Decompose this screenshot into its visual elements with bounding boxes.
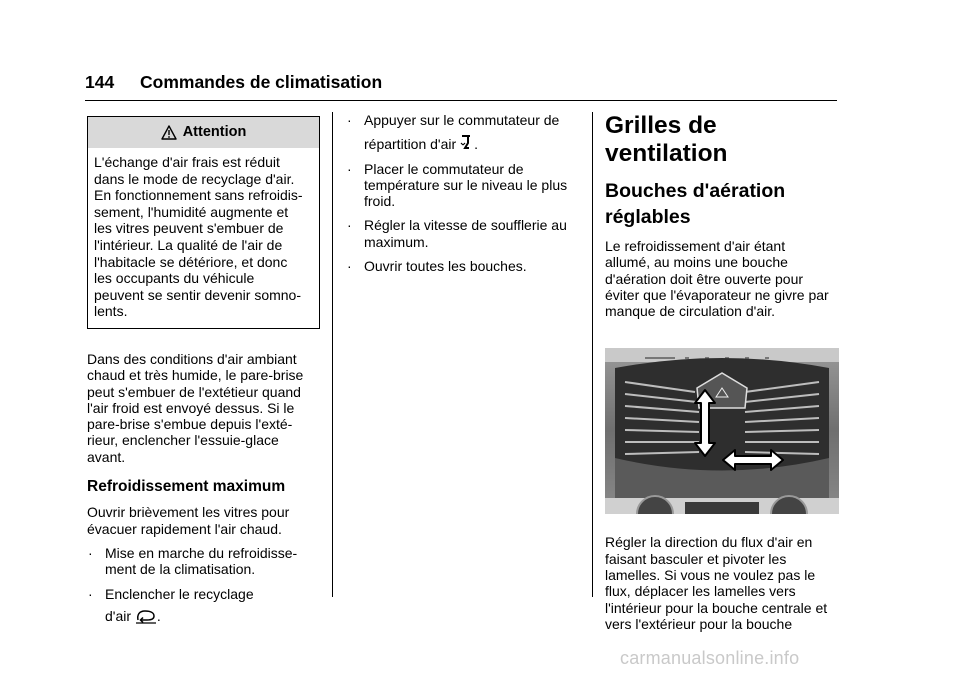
section-title: Grilles de ventilation xyxy=(605,112,728,167)
text-line: l'intérieur pour la bouche centrale et xyxy=(605,599,828,616)
text-line: Placer le commutateur de xyxy=(364,160,524,177)
column-divider xyxy=(592,112,593,597)
text-line: lamelles. Si vous ne voulez pas le xyxy=(605,567,816,584)
bullet-mark: · xyxy=(347,258,352,275)
text-line: manque de circulation d'air. xyxy=(605,303,775,320)
text-line: flux, déplacer les lamelles vers xyxy=(605,583,796,600)
text-line: froid. xyxy=(364,193,396,210)
list-item xyxy=(346,112,582,153)
air-vent-photo xyxy=(605,348,839,514)
text-line: Le refroidissement d'air étant xyxy=(605,238,786,254)
text-line: l'air froid est envoyé dessus. Si le xyxy=(87,399,295,416)
text-line: Appuyer sur le commutateur de xyxy=(364,112,560,128)
air-distribution-icon xyxy=(460,134,474,152)
text-line: faisant basculer et pivoter les xyxy=(605,550,787,567)
text-fragment: d'air xyxy=(105,607,132,624)
text-line: vers l'extérieur pour la bouche xyxy=(605,615,793,632)
list-item xyxy=(346,258,582,274)
text-line: Enclencher le recyclage xyxy=(105,585,254,602)
air-recirculation-icon xyxy=(135,608,157,624)
text-line: L'échange d'air frais est réduit xyxy=(94,154,280,170)
text-line: Ouvrir toutes les bouches. xyxy=(364,258,527,275)
list-item xyxy=(346,161,582,210)
text-line: évacuer rapidement l'air chaud. xyxy=(87,520,282,537)
text-line: avant. xyxy=(87,448,126,465)
warning-triangle-icon xyxy=(161,125,177,140)
text-line: chaud et très humide, le pare-brise xyxy=(87,367,304,384)
body-paragraph xyxy=(87,351,322,465)
body-paragraph xyxy=(605,238,841,319)
bullet-mark: · xyxy=(88,544,93,561)
bullet-mark: · xyxy=(88,585,93,602)
text-line: dans le mode de recyclage d'air. xyxy=(94,170,295,187)
text-line: Régler la direction du flux d'air en xyxy=(605,534,813,551)
text-line: sement, l'humidité augmente et xyxy=(94,203,289,220)
text-line: éviter que l'évaporateur ne givre par xyxy=(605,286,829,303)
column-left xyxy=(87,112,322,632)
text-line: allumé, au moins une bouche xyxy=(605,254,788,271)
text-line: Régler la vitesse de soufflerie au xyxy=(364,217,567,234)
list-item xyxy=(87,545,322,578)
text-line: ment de la climatisation. xyxy=(105,561,256,578)
text-line: Bouches d'aération xyxy=(605,180,786,202)
text-line: peut s'embuer de l'extétieur quand xyxy=(87,383,301,400)
text-line: Ouvrir brièvement les vitres pour xyxy=(87,504,290,521)
warning-text xyxy=(88,148,319,328)
text-line: rieur, enclencher l'essuie-glace xyxy=(87,432,279,449)
body-paragraph xyxy=(605,534,841,632)
watermark: carmanualsonline.info xyxy=(620,648,800,668)
warning-title: Attention xyxy=(182,124,247,141)
column-middle xyxy=(346,112,582,282)
page-number: 144 xyxy=(85,72,115,92)
text-line: Mise en marche du refroidisse- xyxy=(105,544,298,561)
text-line: les occupants du véhicule xyxy=(94,270,255,287)
text-line: l'habitacle se détériore, et donc xyxy=(94,253,288,270)
text-line: l'intérieur. La qualité de l'air de xyxy=(94,236,283,253)
text-line: En fonctionnement sans refroidis- xyxy=(94,187,303,204)
bullet-mark: · xyxy=(347,112,352,128)
bullet-mark: · xyxy=(347,160,352,177)
text-line: température sur le niveau le plus xyxy=(364,176,568,193)
text-fragment: . xyxy=(156,607,161,624)
text-fragment: . xyxy=(474,136,478,153)
warning-header xyxy=(88,117,319,148)
text-line: d'aération doit être ouverte pour xyxy=(605,270,804,287)
text-line: pare-brise s'embue depuis l'exté- xyxy=(87,416,293,433)
text-line: lents. xyxy=(94,303,128,320)
body-paragraph xyxy=(87,504,322,537)
page-header xyxy=(85,70,837,101)
subsection-title xyxy=(605,178,841,230)
list-item xyxy=(346,217,582,250)
text-line: Dans des conditions d'air ambiant xyxy=(87,350,297,367)
column-right xyxy=(605,112,841,632)
text-line: les vitres peuvent s'embuer de xyxy=(94,220,284,237)
text-line: peuvent se sentir devenir somno- xyxy=(94,286,301,303)
section-heading: Refroidissement maximum xyxy=(87,478,286,496)
warning-box xyxy=(87,116,320,329)
text-fragment: répartition d'air xyxy=(364,136,457,153)
bullet-mark: · xyxy=(347,217,352,234)
column-divider xyxy=(332,112,333,597)
text-line: réglables xyxy=(605,206,691,228)
chapter-title: Commandes de climatisation xyxy=(140,72,383,92)
list-item xyxy=(87,586,322,625)
text-line: maximum. xyxy=(364,233,429,250)
